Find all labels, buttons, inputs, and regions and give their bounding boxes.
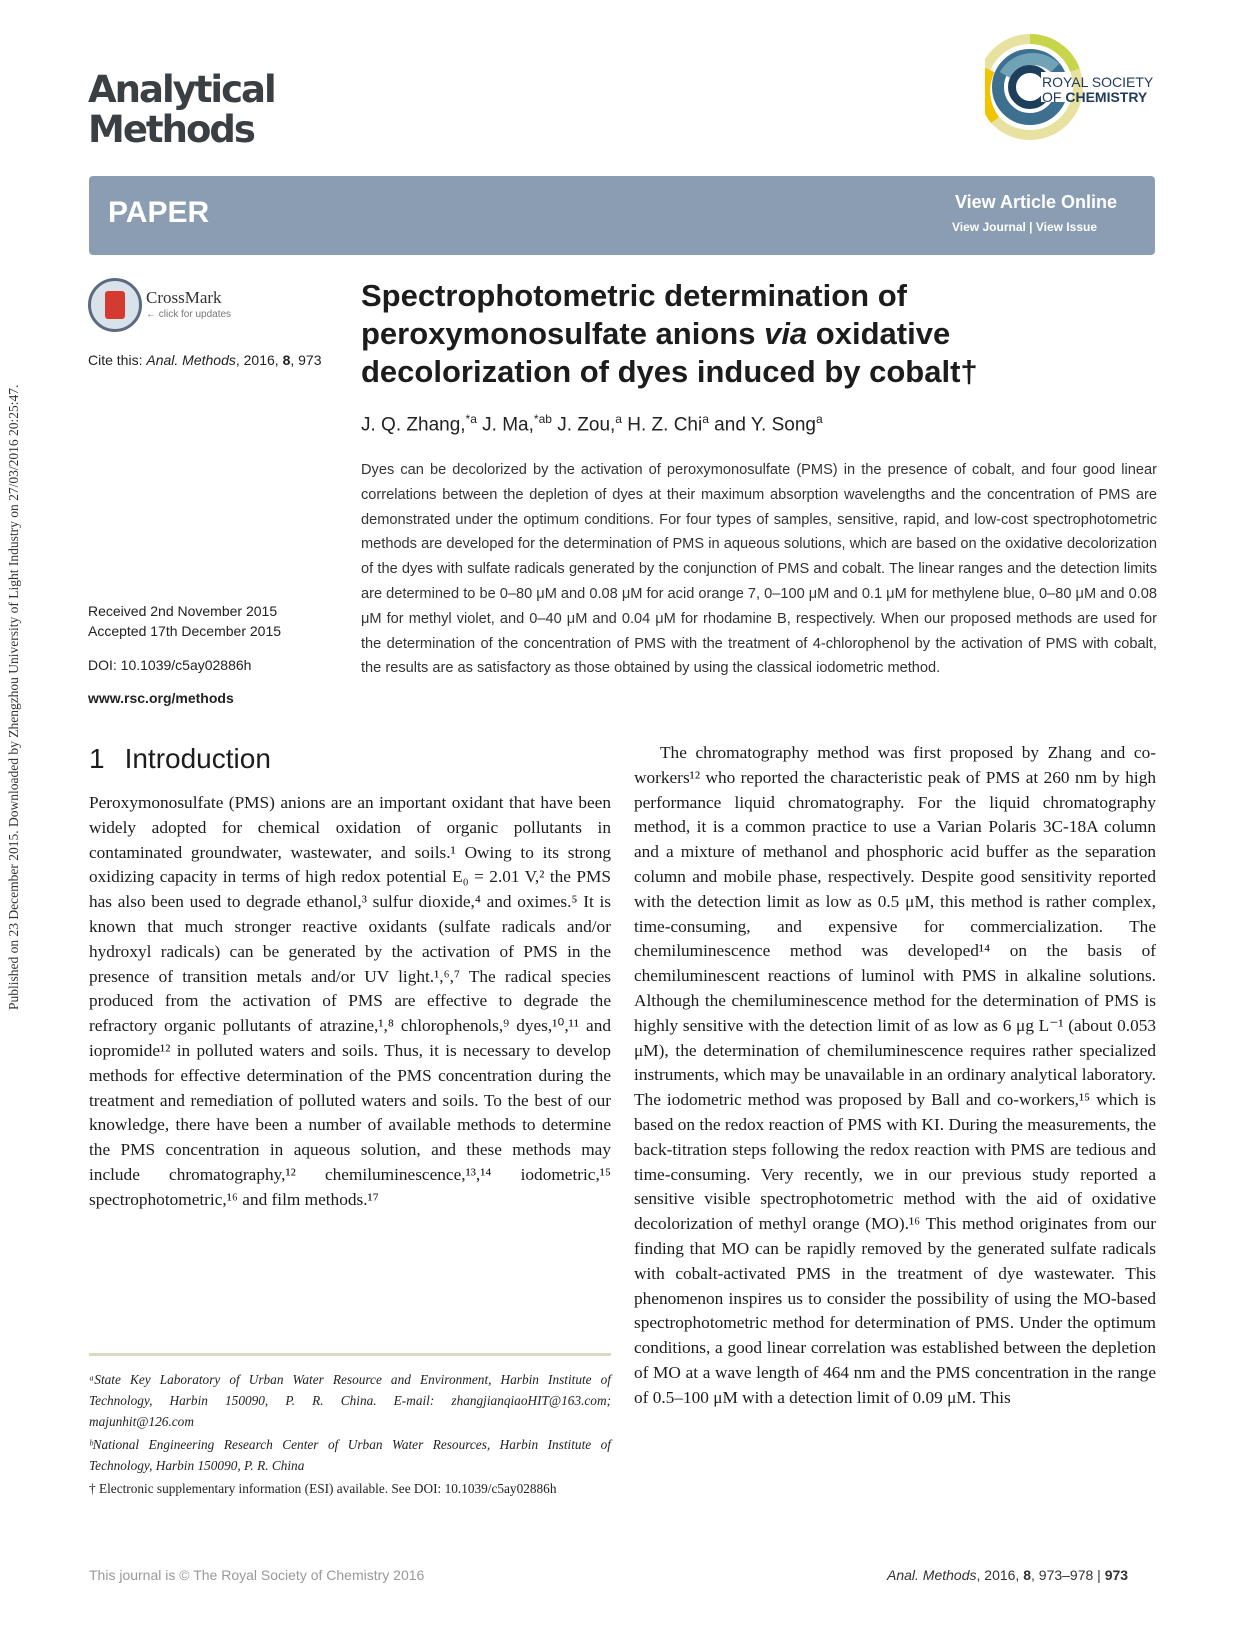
publisher-line1: ROYAL SOCIETY: [1042, 74, 1154, 90]
author-list: J. Q. Zhang,$^{*a}$ J. Ma,$^{*ab}$ J. Zou,$^a$ H. Z. Chi$^a$ and Y. Song$^a$: [361, 412, 823, 436]
article-type-banner: [89, 176, 1155, 255]
doi[interactable]: DOI: 10.1039/c5ay02886h: [88, 657, 252, 673]
journal-url[interactable]: www.rsc.org/methods: [88, 690, 234, 706]
view-article-online-link[interactable]: View Article Online: [954, 192, 1117, 212]
section-title: Introduction: [124, 743, 271, 774]
journal-name-line1: Analytical: [88, 68, 275, 111]
article-type: PAPER: [108, 196, 210, 229]
section-heading: [89, 743, 271, 775]
journal-logo[interactable]: [88, 70, 275, 150]
received-date: Received 2nd November 2015: [88, 603, 278, 619]
footer-copyright: This journal is © The Royal Society of Chemistry 2016: [89, 1567, 425, 1583]
footnote-affiliation-b: ᵇNational Engineering Research Center of Urban Water Resources, Harbin Institute of Technology, Harbin 150090, P. R. China: [89, 1437, 611, 1473]
footnote-affiliation-a: ᵃState Key Laboratory of Urban Water Resource and Environment, Harbin Institute of Technology, Harbin 150090, P. R. China. E-mail: zhangjianqiaoHIT@163.com; majunhit@126.com: [89, 1372, 611, 1429]
crossmark-badge[interactable]: [88, 278, 258, 333]
section-number: 1: [89, 743, 105, 774]
download-notice: Published on 23 December 2015. Downloaded by Zhengzhou University of Light Industry on 27/03/2016 20:25:47.: [6, 384, 21, 1010]
publisher-line2: OF CHEMISTRY: [1042, 89, 1148, 105]
page-number: 973: [1104, 1567, 1129, 1583]
accepted-date: Accepted 17th December 2015: [88, 623, 282, 639]
intro-left-column: Peroxymonosulfate (PMS) anions are an important oxidant that have been widely adopted for chemical oxidation of organic pollutants in contaminated groundwater, wastewater, and soils.¹ Owing to its strong oxidizing capacity in terms of high redox potential E₀ = 2.01 V,² the PMS has also been used to degrade ethanol,³ sulfur dioxide,⁴ and oximes.⁵ It is known that much stronger reactive oxidants (sulfate radicals and/or hydroxyl radicals) can be generated by the activation of PMS in the presence of transition metals and/or UV light.¹,⁶,⁷ The radical species produced from the activation of PMS are effective to degrade the refractory organic pollutants of atrazine,¹,⁸ chlorophenols,⁹ dyes,¹⁰,¹¹ and iopromide¹² in polluted waters and soils. Thus, it is necessary to develop methods for effective determination of the PMS concentration during the treatment and remediation of polluted waters and soils. To the best of our knowledge, there have been a number of available methods to determine the PMS concentration in aqueous solution, and these methods may include chromatography,¹² chemiluminescence,¹³,¹⁴ iodometric,¹⁵ spectrophotometric,¹⁶ and film methods.¹⁷: [89, 793, 611, 1209]
footer-citation: Anal. Methods, 2016, 8, 973–978 | 973: [887, 1567, 1129, 1583]
footnote-divider: [89, 1353, 611, 1356]
abstract: Dyes can be decolorized by the activation of peroxymonosulfate (PMS) in the presence of cobalt, and four good linear correlations between the depletion of dyes at their maximum absorption wavelengths and the concentration of PMS are demonstrated under the optimum conditions. For four types of samples, sensitive, rapid, and low-cost spectrophotometric methods are developed for the determination of PMS in aqueous solutions, which are based on the oxidative decolorization of the dyes with sulfate radicals generated by the conjunction of PMS and cobalt. The linear ranges and the detection limits are determined to be 0–80 μM and 0.08 μM for acid orange 7, 0–100 μM and 0.1 μM for methylene blue, 0–80 μM and 0.08 μM for methyl violet, and 0–40 μM and 0.04 μM for rhodamine B, respectively. When our proposed methods are used for the determination of the concentration of PMS with the treatment of 4-chlorophenol by the activation of PMS with cobalt, the results are as satisfactory as those obtained by using the classical iodometric method.: [361, 462, 1157, 677]
footnote-esi: † Electronic supplementary information (ESI) available. See DOI: 10.1039/c5ay02886h: [89, 1481, 557, 1496]
article-title: Spectrophotometric determination of peroxymonosulfate anions via oxidative decolorization of dyes induced by cobalt†: [361, 278, 978, 389]
intro-right-column: The chromatography method was first proposed by Zhang and co-workers¹² who reported the characteristic peak of PMS at 260 nm by high performance liquid chromatography. For the liquid chromatography method, it is a common practice to use a Varian Polaris 3C-18A column and a mixture of methanol and phosphoric acid buffer as the separation column and mobile phase, respectively. Despite good sensitivity reported with the detection limit as low as 0.5 μM, this method is rather complex, time-consuming, and expensive for commercialization. The chemiluminescence method was developed¹⁴ on the basis of chemiluminescent reactions of luminol with PMS in alkaline solutions. Although the chemiluminescence method for the determination of PMS is highly sensitive with the detection limit of as low as 6 μg L⁻¹ (about 0.053 μM), the determination of chemiluminescence requires rather specialized instruments, which may be unavailable in an ordinary analytical laboratory. The iodometric method was proposed by Ball and co-workers,¹⁵ which is based on the redox reaction of PMS with KI. During the measurements, the back-titration steps following the redox reaction with PMS are tedious and time-consuming. Very recently, we in our previous study reported a sensitive visible spectrophotometric method with the aid of oxidative decolorization of methyl orange (MO).¹⁶ This method originates from our finding that MO can be rapidly removed by the generated sulfate radicals with cobalt-activated PMS in the treatment of dye wastewater. This phenomenon inspires us to consider the possibility of using the MO-based spectrophotometric method for determination of PMS. Under the optimum conditions, a good linear correlation was established between the depletion of MO at a wave length of 464 nm and the PMS concentration in the range of 0.5–100 μM with a detection limit of 0.09 μM. This: [634, 743, 1156, 1407]
crossmark-title: CrossMark: [146, 288, 222, 307]
view-journal-issue-links[interactable]: View Journal | View Issue: [952, 220, 1097, 234]
publisher-name: [1042, 75, 1153, 105]
citation: Cite this: Anal. Methods, 2016, 8, 973: [88, 352, 322, 368]
footnotes: [89, 1369, 611, 1501]
journal-name-line2: Methods: [88, 108, 254, 151]
crossmark-subtitle: ← click for updates: [146, 309, 232, 320]
crossmark-icon: [88, 278, 142, 332]
article-meta: [88, 601, 281, 708]
